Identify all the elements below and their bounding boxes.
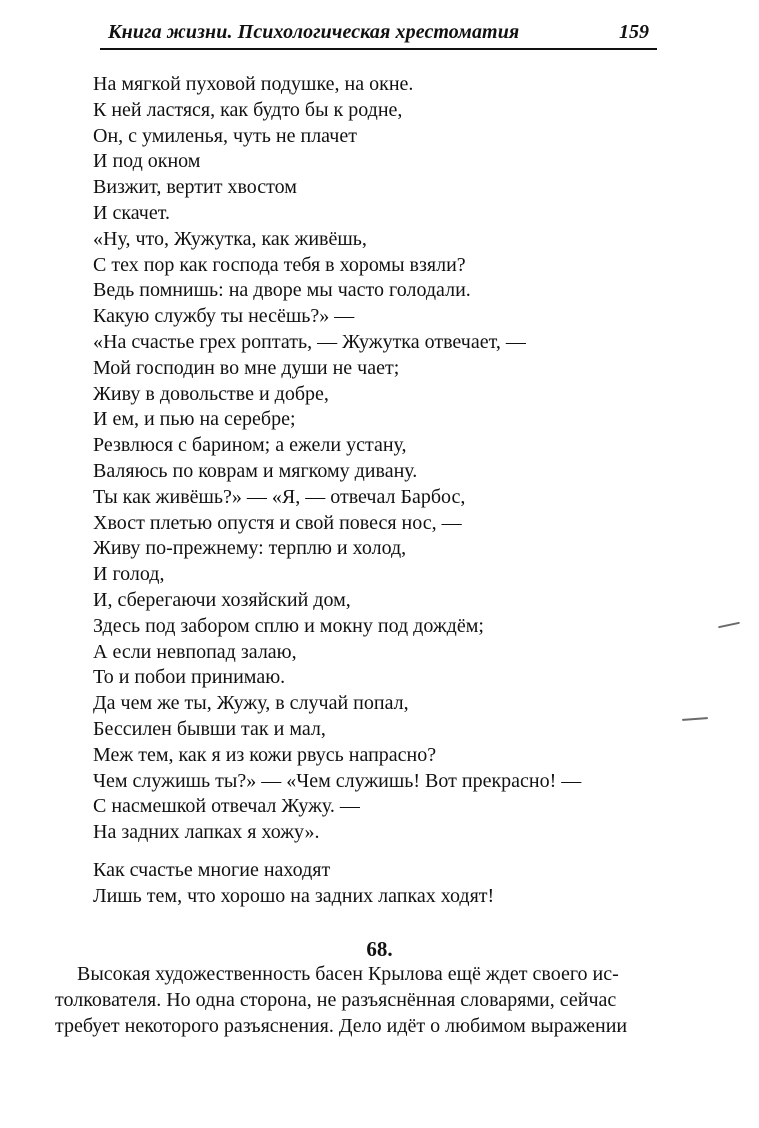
- verse-line: «Ну, что, Жужутка, как живёшь,: [93, 227, 367, 250]
- verse-line: Меж тем, как я из кожи рвусь напрасно?: [93, 743, 437, 766]
- verse-line: И под окном: [93, 150, 201, 173]
- verse-line: «На счастье грех роптать, — Жужутка отвечает, —: [93, 330, 526, 353]
- verse-line: И ем, и пью на серебре;: [93, 408, 296, 431]
- verse-line: Мой господин во мне души не чает;: [93, 356, 400, 379]
- verse-line: Валяюсь по коврам и мягкому дивану.: [93, 459, 418, 482]
- scan-speck: [718, 622, 740, 629]
- verse-line: С насмешкой отвечал Жужу. —: [93, 795, 360, 818]
- moral-line: Лишь тем, что хорошо на задних лапках ходят!: [93, 884, 495, 907]
- prose-paragraph: [55, 961, 675, 1039]
- verse-line: И голод,: [93, 563, 165, 586]
- moral-line: Как счастье многие находят: [93, 859, 331, 881]
- verse-line: Бессилен бывши так и мал,: [93, 717, 326, 740]
- verse-line: Какую службу ты несёшь?» —: [93, 305, 355, 328]
- verse-line: Ведь помнишь: на дворе мы часто голодали.: [93, 279, 471, 302]
- verse-line: Он, с умиленья, чуть не плачет: [93, 124, 357, 147]
- verse-line: Живу в довольстве и добре,: [93, 382, 329, 405]
- verse-line: С тех пор как господа тебя в хоромы взяли?: [93, 253, 466, 276]
- running-title: Книга жизни. Психологическая хрестоматия: [108, 21, 520, 43]
- running-header: [100, 18, 657, 50]
- verse-line: Визжит, вертит хвостом: [93, 176, 297, 199]
- fable-verse: [93, 72, 683, 846]
- verse-line: А если невпопад залаю,: [93, 640, 297, 663]
- verse-line: На мягкой пуховой подушке, на окне.: [93, 73, 414, 95]
- header-rule: [100, 48, 657, 50]
- page-number: 159: [619, 21, 649, 43]
- section-number: 68.: [366, 937, 393, 961]
- scan-speck: [682, 717, 708, 721]
- verse-line: На задних лапках я хожу».: [93, 821, 320, 844]
- prose-line: толкователя. Но одна сторона, не разъяснённая словарями, сейчас: [55, 989, 617, 1011]
- verse-line: Резвлюся с барином; а ежели устану,: [93, 434, 407, 457]
- prose-line: требует некоторого разъяснения. Дело идёт о любимом выражении: [55, 1015, 628, 1037]
- verse-line: Да чем же ты, Жужу, в случай попал,: [93, 692, 409, 715]
- verse-line: Хвост плетью опустя и свой повеся нос, —: [93, 511, 462, 534]
- prose-line: Высокая художественность басен Крылова ещё ждет своего ис-: [77, 963, 619, 985]
- verse-line: К ней ластяся, как будто бы к родне,: [93, 98, 403, 121]
- verse-line: То и побои принимаю.: [93, 666, 286, 689]
- fable-moral: [93, 858, 683, 910]
- verse-line: И скачет.: [93, 201, 170, 224]
- verse-line: Ты как живёшь?» — «Я, — отвечал Барбос,: [93, 485, 466, 508]
- verse-line: Здесь под забором сплю и мокну под дождём;: [93, 614, 484, 637]
- verse-line: Чем служишь ты?» — «Чем служишь! Вот прекрасно! —: [93, 769, 582, 792]
- verse-line: И, сберегаючи хозяйский дом,: [93, 588, 351, 611]
- verse-line: Живу по-прежнему: терплю и холод,: [93, 537, 407, 560]
